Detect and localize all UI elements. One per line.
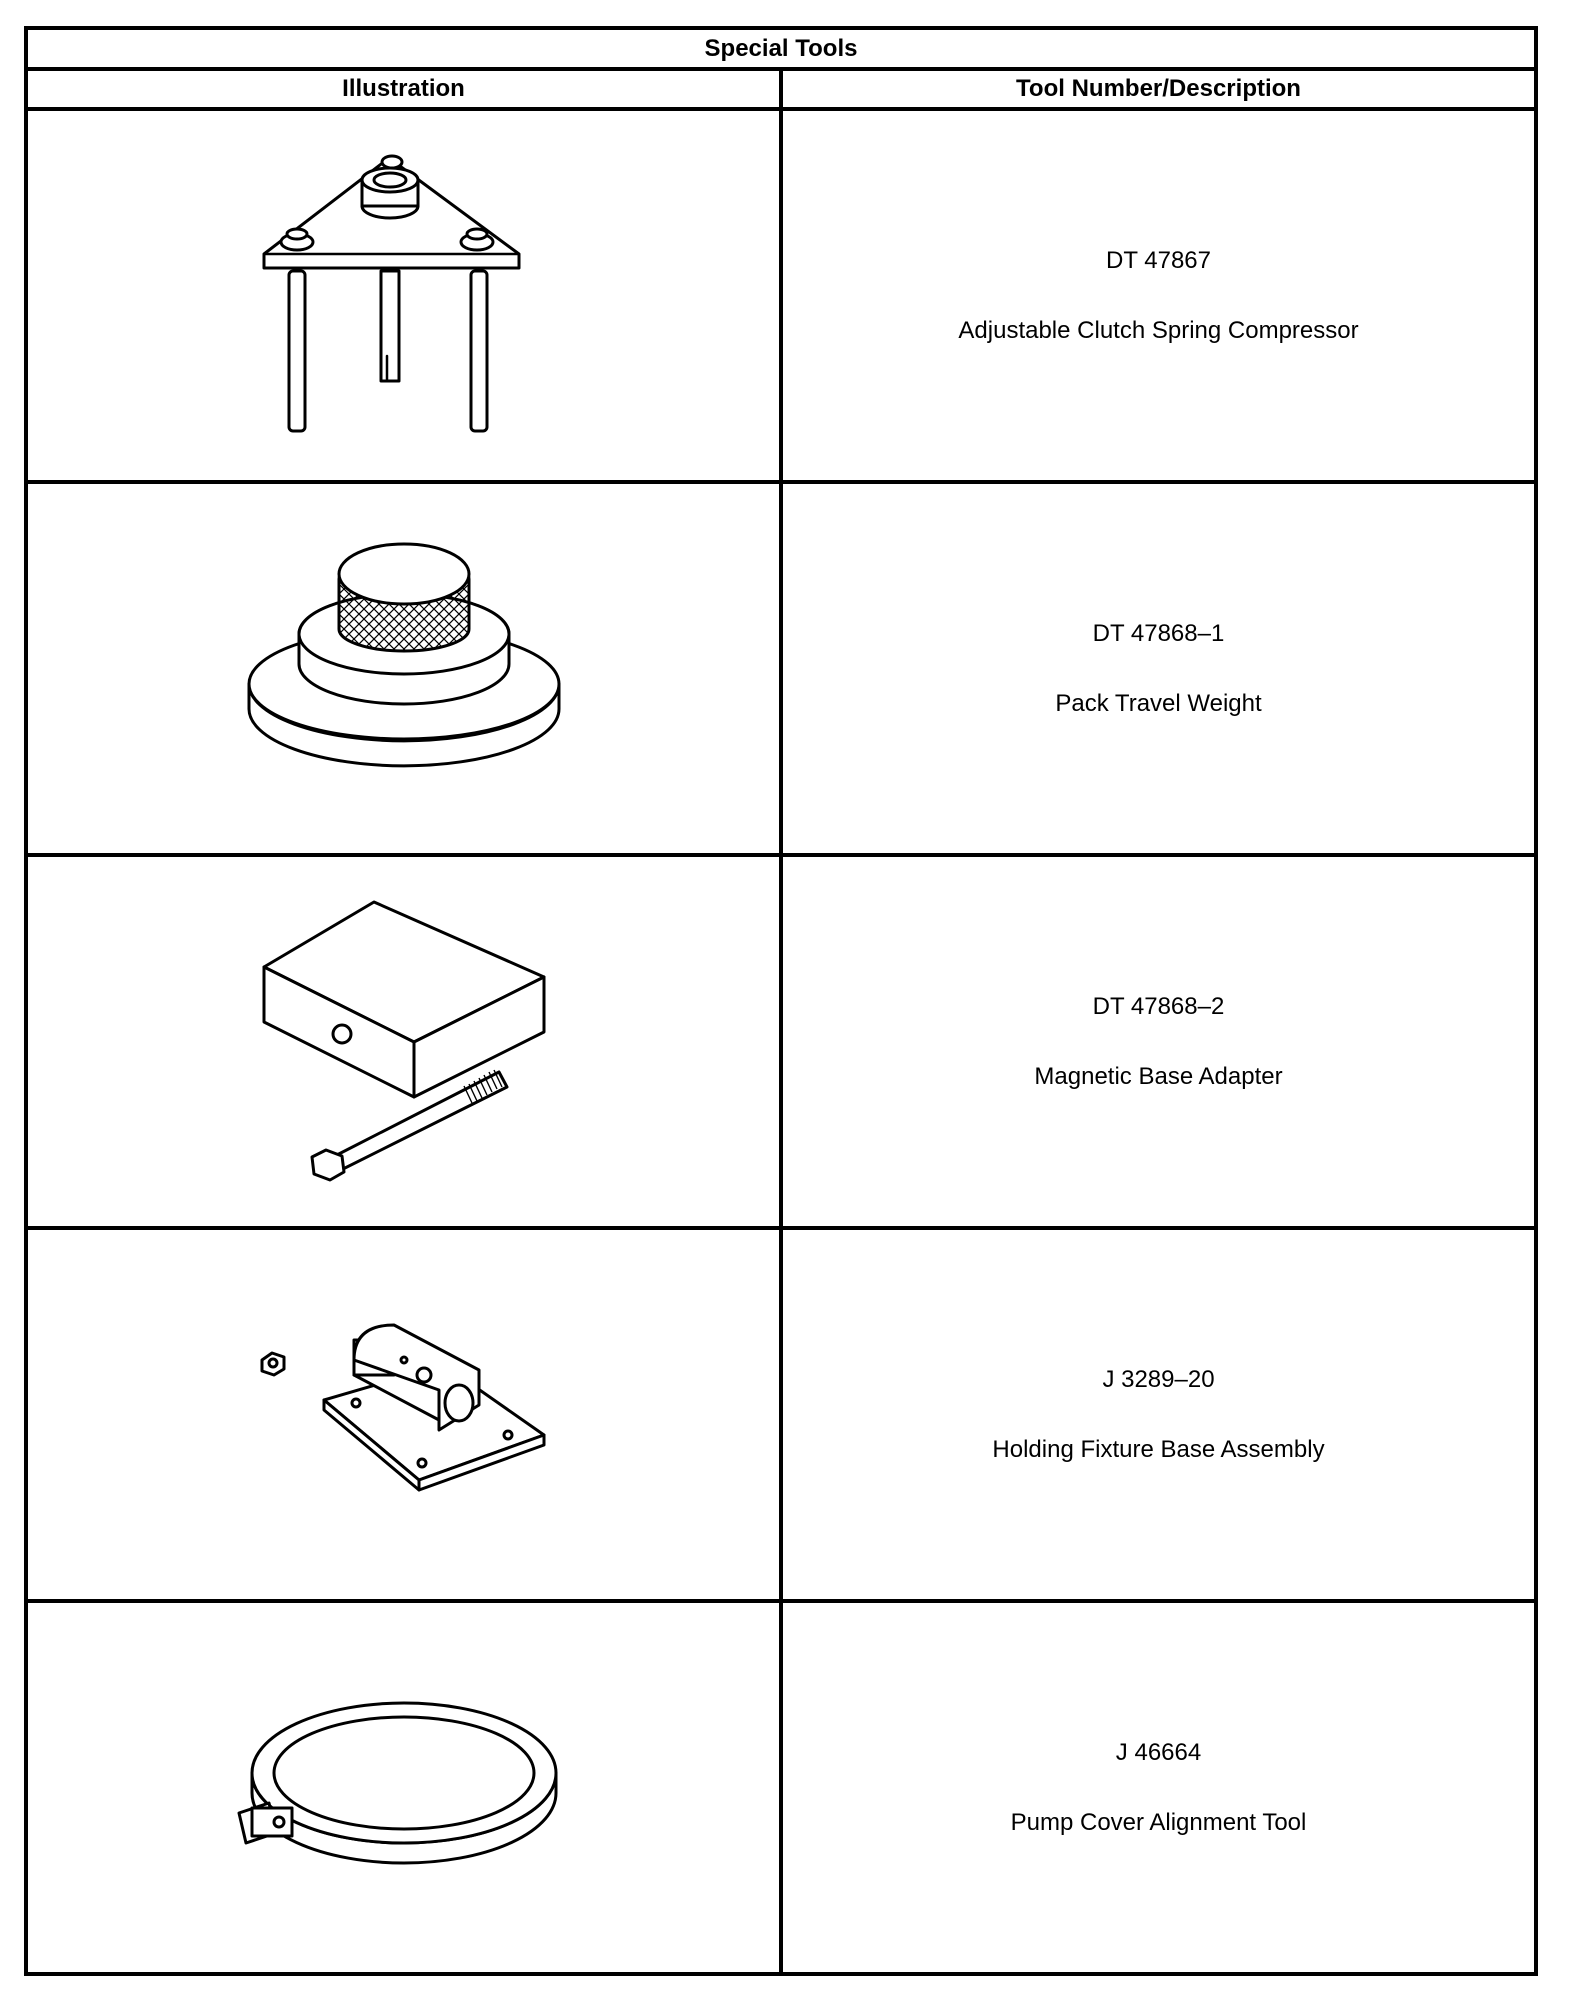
tool-number: J 46664 [1115,1738,1202,1766]
travel-weight-icon [234,519,574,819]
column-header-illustration: Illustration [26,69,781,109]
table-title: Special Tools [26,28,1536,69]
tool-description: Pump Cover Alignment Tool [1010,1808,1307,1836]
table-row [26,1228,1536,1601]
tool-description: Holding Fixture Base Assembly [992,1435,1325,1463]
illustration-cell [26,855,781,1228]
column-header-description: Tool Number/Description [781,69,1536,109]
tool-number: DT 47867 [1106,246,1211,274]
description-cell [781,482,1536,855]
special-tools-table [24,26,1538,1976]
table-row [26,482,1536,855]
illustration-cell [26,1228,781,1601]
tool-description: Pack Travel Weight [1055,689,1262,717]
table-row [26,1601,1536,1974]
description-cell [781,855,1536,1228]
magnetic-base-adapter-icon [244,882,564,1202]
illustration-cell [26,109,781,482]
table-row [26,109,1536,482]
alignment-ring-icon [234,1678,574,1898]
table-row [26,855,1536,1228]
tool-number: DT 47868–1 [1092,619,1225,647]
tool-number: DT 47868–2 [1092,992,1225,1020]
description-cell [781,1601,1536,1974]
description-cell [781,1228,1536,1601]
tool-number: J 3289–20 [1102,1365,1215,1393]
description-cell [781,109,1536,482]
illustration-cell [26,1601,781,1974]
spring-compressor-icon [244,136,564,456]
holding-fixture-icon [244,1305,564,1525]
tool-description: Magnetic Base Adapter [1034,1062,1283,1090]
tool-description: Adjustable Clutch Spring Compressor [958,316,1359,344]
illustration-cell [26,482,781,855]
